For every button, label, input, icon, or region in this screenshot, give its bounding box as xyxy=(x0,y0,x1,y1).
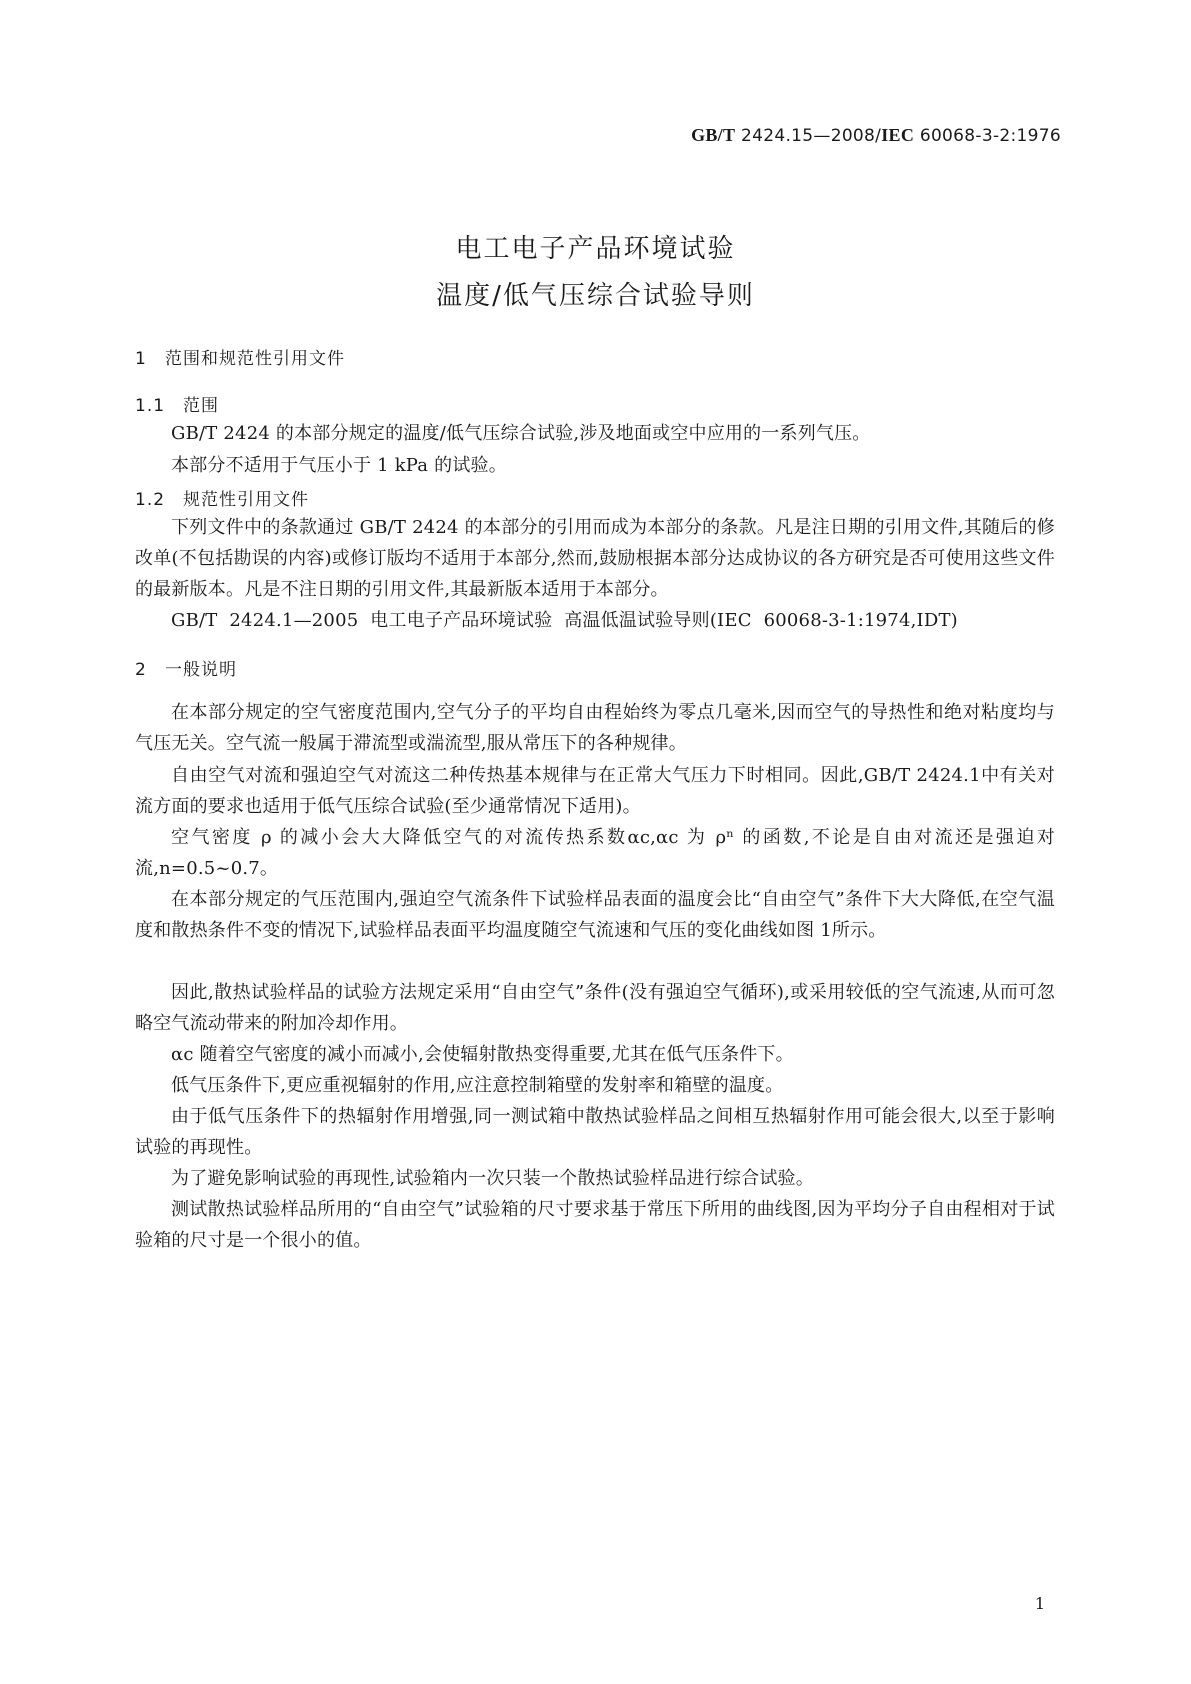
section-1-2-title: 规范性引用文件 xyxy=(183,490,309,510)
section-1-1-paragraph: GB/T 2424 的本部分规定的温度/低气压综合试验,涉及地面或空中应用的一系列气压。 xyxy=(171,423,871,444)
standard-code xyxy=(691,125,1061,146)
section-2-paragraph: 自由空气对流和强迫空气对流这二种传热基本规律与在正常大气压力下时相同。因此,GB/T 2424.1中有关对流方面的要求也适用于低气压综合试验(至少通常情况下适用)。 xyxy=(135,765,1055,817)
section-1-2-heading xyxy=(135,485,309,510)
section-1-1-paragraph: 本部分不适用于气压小于 1 kPa 的试验。 xyxy=(171,455,507,476)
section-1-number: 1 xyxy=(135,349,147,369)
section-1-2-paragraph: 下列文件中的条款通过 GB/T 2424 的本部分的引用而成为本部分的条款。凡是注日期的引用文件,其随后的修改单(不包括勘误的内容)或修订版均不适用于本部分,然而,鼓励根据本部分达成协议的各方研究是否可使用这些文件的最新版本。凡是不注日期的引用文件,其最新版本适用于本部分。 xyxy=(135,517,1055,600)
standard-code-prefix: GB/T xyxy=(691,125,736,145)
section-2-paragraph: 因此,散热试验样品的试验方法规定采用“自由空气”条件(没有强迫空气循环),或采用较低的空气流速,从而可忽略空气流动带来的附加冷却作用。 xyxy=(135,982,1055,1034)
section-2-paragraph: 在本部分规定的空气密度范围内,空气分子的平均自由程始终为零点几毫米,因而空气的导热性和绝对粘度均与气压无关。空气流一般属于滞流型或湍流型,服从常压下的各种规律。 xyxy=(135,702,1055,754)
section-2-paragraph: 在本部分规定的气压范围内,强迫空气流条件下试验样品表面的温度会比“自由空气”条件下大大降低,在空气温度和散热条件不变的情况下,试验样品表面平均温度随空气流速和气压的变化曲线如图 1所示。 xyxy=(135,889,1055,941)
section-1-title: 范围和规范性引用文件 xyxy=(165,349,345,369)
section-2-paragraph: 低气压条件下,更应重视辐射的作用,应注意控制箱壁的发射率和箱壁的温度。 xyxy=(171,1075,784,1096)
section-2-heading xyxy=(135,655,237,680)
section-1-1-heading xyxy=(135,391,219,416)
standard-code-iec: IEC xyxy=(881,125,915,145)
section-1-1-number: 1.1 xyxy=(135,396,166,416)
section-2-title: 一般说明 xyxy=(165,660,237,680)
document-title-line2: 温度/低气压综合试验导则 xyxy=(436,281,755,311)
section-1-2-number: 1.2 xyxy=(135,490,166,510)
section-2-paragraph: 空气密度 ρ 的减小会大大降低空气的对流传热系数αc,αc 为 ρⁿ 的函数,不论是自由对流还是强迫对流,n=0.5~0.7。 xyxy=(135,827,1055,879)
document-title-line1: 电工电子产品环境试验 xyxy=(455,234,736,264)
section-2-paragraph: 为了避免影响试验的再现性,试验箱内一次只装一个散热试验样品进行综合试验。 xyxy=(171,1168,814,1189)
section-1-1-title: 范围 xyxy=(183,396,219,416)
normative-reference: GB/T 2424.1—2005 电工电子产品环境试验 高温低温试验导则(IEC 60068-3-1:1974,IDT) xyxy=(171,610,958,631)
section-2-paragraph: αc 随着空气密度的减小而减小,会使辐射散热变得重要,尤其在低气压条件下。 xyxy=(171,1044,794,1065)
page-number: 1 xyxy=(1034,1594,1045,1613)
section-2-paragraph: 由于低气压条件下的热辐射作用增强,同一测试箱中散热试验样品之间相互热辐射作用可能会很大,以至于影响试验的再现性。 xyxy=(135,1106,1055,1158)
section-2-paragraph: 测试散热试验样品所用的“自由空气”试验箱的尺寸要求基于常压下所用的曲线图,因为平均分子自由程相对于试验箱的尺寸是一个很小的值。 xyxy=(135,1199,1055,1251)
standard-code-iec-number: 60068-3-2:1976 xyxy=(914,126,1061,146)
section-2-number: 2 xyxy=(135,660,147,680)
standard-code-number: 2424.15—2008/ xyxy=(735,126,882,146)
section-1-heading xyxy=(135,344,345,369)
